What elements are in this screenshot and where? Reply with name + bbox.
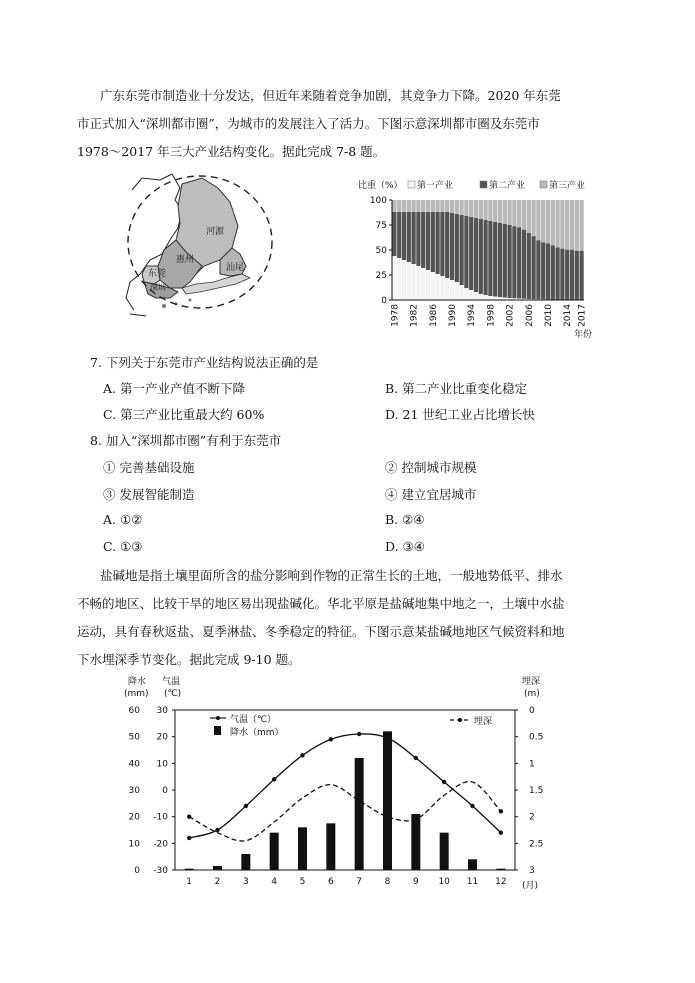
chart2-legend-depth: 埋深 — [474, 717, 493, 727]
chart1-bar-1979-1 — [397, 212, 401, 258]
chart1-bar-1995-2 — [474, 200, 478, 218]
chart1-legend-label-2: 第三产业 — [549, 181, 586, 191]
chart1-bar-1992-1 — [460, 215, 464, 285]
chart1-bar-2016-1 — [575, 251, 579, 300]
chart2-temp-point-9 — [414, 756, 418, 760]
passage1-line2: 市正式加入“深圳都市圈”，为城市的发展注入了活力。下图示意深圳都市圈及东莞市 — [77, 116, 540, 131]
q8-item-4: ④ 建立宜居城市 — [385, 487, 477, 502]
chart2-precip-bar-7 — [355, 758, 364, 870]
chart1-bar-1982-2 — [412, 200, 416, 212]
chart2-depth-tick-2: 2 — [529, 812, 535, 823]
chart2-temp-point-3 — [244, 804, 248, 808]
chart2-precip-bar-2 — [213, 866, 222, 870]
chart1-bar-1985-2 — [426, 200, 430, 212]
chart1-bar-2004-1 — [517, 228, 521, 299]
chart2-precip-bar-1 — [185, 869, 194, 870]
chart1-bar-1988-0 — [440, 276, 444, 300]
chart1-bar-2012-1 — [556, 248, 560, 300]
chart1-bar-1993-2 — [464, 200, 468, 216]
q8-item-1: ① 完善基础设施 — [103, 460, 195, 475]
chart2-month-label-10: 10 — [438, 877, 450, 887]
chart2-precip-label: 降水 — [128, 677, 147, 687]
chart2-month-label-6: 6 — [327, 877, 334, 887]
chart1-xlabel: 年份 — [574, 330, 593, 340]
passage1-line3: 1978～2017 年三大产业结构变化。据此完成 7-8 题。 — [77, 144, 386, 159]
q7-stem: 7. 下列关于东莞市产业结构说法正确的是 — [90, 355, 319, 370]
chart2-precip-tick-50: 50 — [128, 732, 140, 743]
chart1-ylabel: 比重（%） — [358, 181, 403, 191]
chart2-month-label-3: 3 — [242, 877, 249, 887]
chart1-bar-2001-1 — [503, 224, 507, 298]
q7-option-b[interactable]: B. 第二产业比重变化稳定 — [385, 381, 528, 396]
chart1-bar-1980-2 — [402, 200, 406, 212]
chart1-bar-1987-1 — [436, 212, 440, 274]
chart2-temp-label: 气温 — [162, 677, 181, 687]
chart1-bar-2013-1 — [560, 249, 564, 300]
chart1-bar-1989-1 — [445, 212, 449, 278]
chart1-bar-2014-2 — [565, 200, 569, 250]
q7-option-c[interactable]: C. 第三产业比重最大约 60% — [103, 407, 265, 422]
chart1-bar-1990-0 — [450, 280, 454, 300]
chart2-depth-point-end — [499, 809, 503, 813]
chart1-bar-2000-2 — [498, 200, 502, 223]
chart2-precip-unit: (mm) — [124, 689, 149, 699]
chart1-bar-1988-2 — [440, 200, 444, 212]
chart2-temp-tick-30: 30 — [156, 706, 168, 716]
chart2-month-label-12: 12 — [495, 877, 507, 887]
industry-structure-chart — [352, 172, 610, 342]
chart1-bar-1995-1 — [474, 218, 478, 292]
q8-item-2: ② 控制城市规模 — [385, 460, 477, 475]
chart2-depth-tick-3: 3 — [529, 866, 535, 876]
chart1-bar-1981-1 — [407, 212, 411, 262]
shenzhen-metro-map — [120, 170, 280, 318]
chart2-xlabel: (月) — [522, 881, 539, 891]
chart2-depth-tick-1: 1 — [529, 759, 535, 770]
chart1-bar-1997-2 — [484, 200, 488, 220]
q8-option-a[interactable]: A. ①② — [103, 512, 143, 527]
chart1-bar-1986-0 — [431, 272, 435, 300]
chart1-bar-1993-0 — [464, 288, 468, 300]
chart1-bar-1991-1 — [455, 214, 459, 282]
chart1-xtick-label-1978: 1978 — [390, 304, 401, 327]
chart2-month-label-2: 2 — [214, 877, 221, 887]
chart1-bar-2014-1 — [565, 250, 569, 300]
chart1-legend-swatch-1 — [480, 181, 487, 188]
chart1-bar-1998-2 — [488, 200, 492, 221]
chart1-bar-2003-1 — [512, 226, 516, 298]
chart1-bar-1992-0 — [460, 285, 464, 300]
chart1-bar-2007-1 — [532, 236, 536, 299]
chart2-precip-bar-3 — [241, 854, 250, 870]
chart1-bar-1996-2 — [479, 200, 483, 219]
chart2-precip-tick-30: 30 — [128, 786, 140, 796]
chart1-bar-2013-2 — [560, 200, 564, 249]
chart1-xtick-label-2002: 2002 — [505, 304, 516, 327]
chart1-bar-2002-2 — [508, 200, 512, 225]
chart1-bar-2004-2 — [517, 200, 521, 228]
chart2-temp-point-4 — [272, 777, 276, 781]
chart1-legend-swatch-2 — [540, 181, 547, 188]
chart2-month-label-11: 11 — [466, 877, 479, 887]
climate-groundwater-chart — [110, 672, 570, 892]
chart2-temp-point-12 — [499, 830, 503, 834]
chart1-bar-2017-2 — [580, 200, 584, 251]
chart1-bar-2008-1 — [536, 240, 540, 299]
chart1-bar-1999-2 — [493, 200, 497, 222]
chart2-precip-tick-60: 60 — [128, 706, 140, 716]
chart1-bar-1995-0 — [474, 292, 478, 300]
chart1-bar-1986-2 — [431, 200, 435, 212]
q8-item-3: ③ 发展智能制造 — [103, 487, 195, 502]
passage2-line2: 不畅的地区、比较干旱的地区易出现盐碱化。华北平原是盐碱地集中地之一，土壤中水盐 — [77, 596, 565, 611]
chart1-bar-2010-1 — [546, 243, 550, 299]
chart1-bar-2005-1 — [522, 230, 526, 299]
chart1-bar-2007-2 — [532, 200, 536, 236]
chart1-bar-1987-2 — [436, 200, 440, 212]
chart1-bar-2015-2 — [570, 200, 574, 250]
chart1-bar-1991-0 — [455, 282, 459, 300]
chart2-temp-point-7 — [357, 732, 361, 736]
chart1-bar-2003-2 — [512, 200, 516, 226]
chart1-bar-2017-1 — [580, 251, 584, 300]
chart1-bar-2010-2 — [546, 200, 550, 243]
chart2-precip-bar-12 — [496, 869, 505, 870]
chart2-depth-point-start — [187, 814, 191, 818]
chart2-precip-bar-11 — [468, 859, 477, 870]
chart1-bar-1987-0 — [436, 274, 440, 300]
chart1-bar-2012-2 — [556, 200, 560, 248]
chart1-bar-2011-2 — [551, 200, 555, 246]
chart1-bar-1999-0 — [493, 297, 497, 301]
chart2-temp-line — [189, 734, 501, 838]
chart2-precip-tick-0: 0 — [134, 866, 140, 876]
chart1-bar-1984-0 — [421, 268, 425, 300]
chart1-xtick-label-1986: 1986 — [428, 304, 439, 327]
chart1-bar-1983-1 — [416, 212, 420, 266]
chart1-bar-1985-1 — [426, 212, 430, 270]
chart2-depth-tick-0: 0 — [529, 706, 535, 716]
chart1-bar-1981-2 — [407, 200, 411, 212]
chart2-temp-tick--20: -20 — [153, 839, 168, 850]
chart1-bar-1991-2 — [455, 200, 459, 214]
chart1-xtick-label-1998: 1998 — [486, 304, 497, 327]
chart1-bar-2000-1 — [498, 223, 502, 297]
chart2-precip-bar-6 — [326, 823, 335, 870]
chart1-xtick-label-1994: 1994 — [467, 304, 478, 327]
chart2-month-label-1: 1 — [186, 877, 193, 887]
map-label-dongguan: 东莞 — [148, 269, 167, 279]
chart2-temp-tick--10: -10 — [153, 812, 168, 823]
chart2-precip-bar-5 — [298, 827, 307, 870]
q8-option-c[interactable]: C. ①③ — [103, 539, 143, 554]
chart1-bar-2016-2 — [575, 200, 579, 251]
q8-option-d[interactable]: D. ③④ — [385, 539, 425, 554]
chart1-bar-2006-2 — [527, 200, 531, 233]
passage2-line4: 下水埋深季节变化。据此完成 9-10 题。 — [77, 652, 301, 667]
chart1-ytick-label-100: 100 — [369, 196, 387, 206]
chart1-bar-1990-2 — [450, 200, 454, 213]
chart2-precip-bar-9 — [411, 814, 420, 870]
chart2-month-label-8: 8 — [384, 877, 391, 887]
chart1-bar-1997-0 — [484, 295, 488, 300]
chart1-bar-1980-0 — [402, 260, 406, 300]
chart1-bar-2011-1 — [551, 246, 555, 300]
chart1-bar-1994-0 — [469, 290, 473, 300]
chart1-ytick-label-25: 25 — [375, 271, 387, 281]
chart2-temp-tick-0: 0 — [162, 786, 168, 796]
chart1-legend-label-1: 第二产业 — [489, 181, 526, 191]
chart2-temp-point-6 — [329, 737, 333, 741]
chart1-bar-2009-1 — [541, 242, 545, 299]
chart1-bar-1978-0 — [392, 256, 396, 300]
chart2-precip-bar-10 — [440, 833, 449, 870]
q8-stem: 8. 加入“深圳都市圈”有利于东莞市 — [90, 433, 282, 448]
chart2-legend-precip: 降水（mm） — [230, 728, 284, 738]
chart2-precip-bar-4 — [270, 833, 279, 870]
chart1-ytick-label-50: 50 — [375, 246, 387, 256]
chart1-xtick-label-1982: 1982 — [409, 304, 420, 327]
chart1-xtick-label-2014: 2014 — [563, 304, 574, 327]
chart1-bar-1979-2 — [397, 200, 401, 212]
map-label-huizhou: 惠州 — [176, 255, 195, 265]
chart1-bar-2015-1 — [570, 250, 574, 300]
chart2-precip-tick-40: 40 — [128, 759, 140, 770]
chart1-bar-1999-1 — [493, 222, 497, 297]
chart1-bar-1978-1 — [392, 212, 396, 256]
chart1-bar-1981-0 — [407, 262, 411, 300]
chart2-temp-tick--30: -30 — [153, 866, 168, 876]
chart2-legend-temp: 气温（℃） — [230, 715, 277, 725]
chart1-bar-1983-2 — [416, 200, 420, 212]
chart1-legend-swatch-0 — [408, 181, 415, 188]
chart1-bar-1998-0 — [488, 296, 492, 300]
chart1-xtick-label-2017: 2017 — [577, 304, 588, 327]
map-label-shenzhen: 深圳 — [150, 283, 166, 292]
chart1-bar-1982-1 — [412, 212, 416, 264]
chart1-bar-1993-1 — [464, 216, 468, 288]
map-label-shanwei: 汕尾 — [226, 263, 245, 273]
chart1-bar-1984-2 — [421, 200, 425, 212]
chart1-bar-1998-1 — [488, 221, 492, 296]
chart1-bar-1986-1 — [431, 212, 435, 272]
chart1-ytick-label-0: 0 — [381, 296, 387, 306]
chart2-temp-tick-10: 10 — [156, 759, 168, 770]
q7-option-a[interactable]: A. 第一产业产值不断下降 — [103, 381, 245, 396]
chart1-bar-1989-0 — [445, 278, 449, 300]
chart1-bar-1997-1 — [484, 220, 488, 295]
chart1-bar-1978-2 — [392, 200, 396, 212]
chart1-bar-1996-1 — [479, 219, 483, 294]
chart2-month-label-7: 7 — [356, 877, 363, 887]
chart1-bar-2005-2 — [522, 200, 526, 230]
chart2-precip-bar-8 — [383, 731, 392, 870]
chart2-temp-point-10 — [442, 780, 446, 784]
passage2-line1: 盐碱地是指土壤里面所含的盐分影响到作物的正常生长的土地，一般地势低平、排水 — [100, 568, 563, 583]
passage1-line1: 广东东莞市制造业十分发达，但近年来随着竞争加剧，其竞争力下降。2020 年东莞 — [100, 88, 561, 103]
chart1-bar-1989-2 — [445, 200, 449, 212]
chart2-month-label-4: 4 — [271, 877, 278, 887]
chart2-depth-tick-0.5: 0.5 — [529, 732, 544, 743]
chart1-ytick-label-75: 75 — [375, 221, 387, 231]
chart1-bar-1984-1 — [421, 212, 425, 268]
chart2-month-label-9: 9 — [412, 877, 419, 887]
chart1-xtick-label-2006: 2006 — [524, 304, 535, 327]
chart2-plot-frame — [175, 710, 515, 870]
q8-option-b[interactable]: B. ②④ — [385, 512, 425, 527]
chart1-bar-1985-0 — [426, 270, 430, 300]
chart1-bar-1990-1 — [450, 213, 454, 280]
chart1-legend-label-0: 第一产业 — [417, 181, 454, 191]
chart1-xtick-label-2010: 2010 — [544, 304, 554, 327]
chart2-depth-tick-1.5: 1.5 — [529, 786, 544, 796]
q7-option-d[interactable]: D. 21 世纪工业占比增长快 — [385, 407, 535, 422]
chart2-precip-tick-20: 20 — [128, 812, 140, 823]
chart2-depth-tick-2.5: 2.5 — [529, 839, 544, 850]
chart1-bar-2008-2 — [536, 200, 540, 240]
chart1-bar-1980-1 — [402, 212, 406, 260]
chart2-temp-point-5 — [300, 753, 304, 757]
chart2-temp-point-1 — [187, 836, 191, 840]
chart2-temp-point-11 — [470, 804, 474, 808]
map-label-heyuan: 河源 — [206, 227, 225, 237]
chart1-bar-2009-2 — [541, 200, 545, 242]
chart1-bar-1996-0 — [479, 294, 483, 300]
chart2-depth-unit: (m) — [524, 689, 540, 699]
chart1-bar-1983-0 — [416, 266, 420, 300]
chart2-month-label-5: 5 — [299, 877, 306, 887]
chart1-bar-1988-1 — [440, 212, 444, 276]
chart1-xtick-label-1990: 1990 — [448, 304, 458, 327]
chart2-precip-tick-10: 10 — [128, 839, 140, 850]
chart1-bar-1982-0 — [412, 264, 416, 300]
chart1-bar-2006-1 — [527, 233, 531, 299]
chart1-bar-2001-2 — [503, 200, 507, 224]
chart1-bar-1979-0 — [397, 258, 401, 300]
chart2-temp-tick-20: 20 — [156, 732, 168, 743]
chart2-depth-label: 埋深 — [522, 677, 541, 687]
chart1-bar-1992-2 — [460, 200, 464, 215]
chart1-bar-2002-1 — [508, 225, 512, 298]
chart2-temp-point-2 — [215, 828, 219, 832]
chart1-bar-1994-1 — [469, 217, 473, 290]
passage2-line3: 运动，具有春秋返盐、夏季淋盐、冬季稳定的特征。下图示意某盐碱地地区气候资料和地 — [77, 624, 565, 639]
chart2-temp-unit: (℃) — [164, 689, 182, 699]
chart2-temp-point-8 — [385, 736, 389, 740]
chart1-bar-1994-2 — [469, 200, 473, 217]
